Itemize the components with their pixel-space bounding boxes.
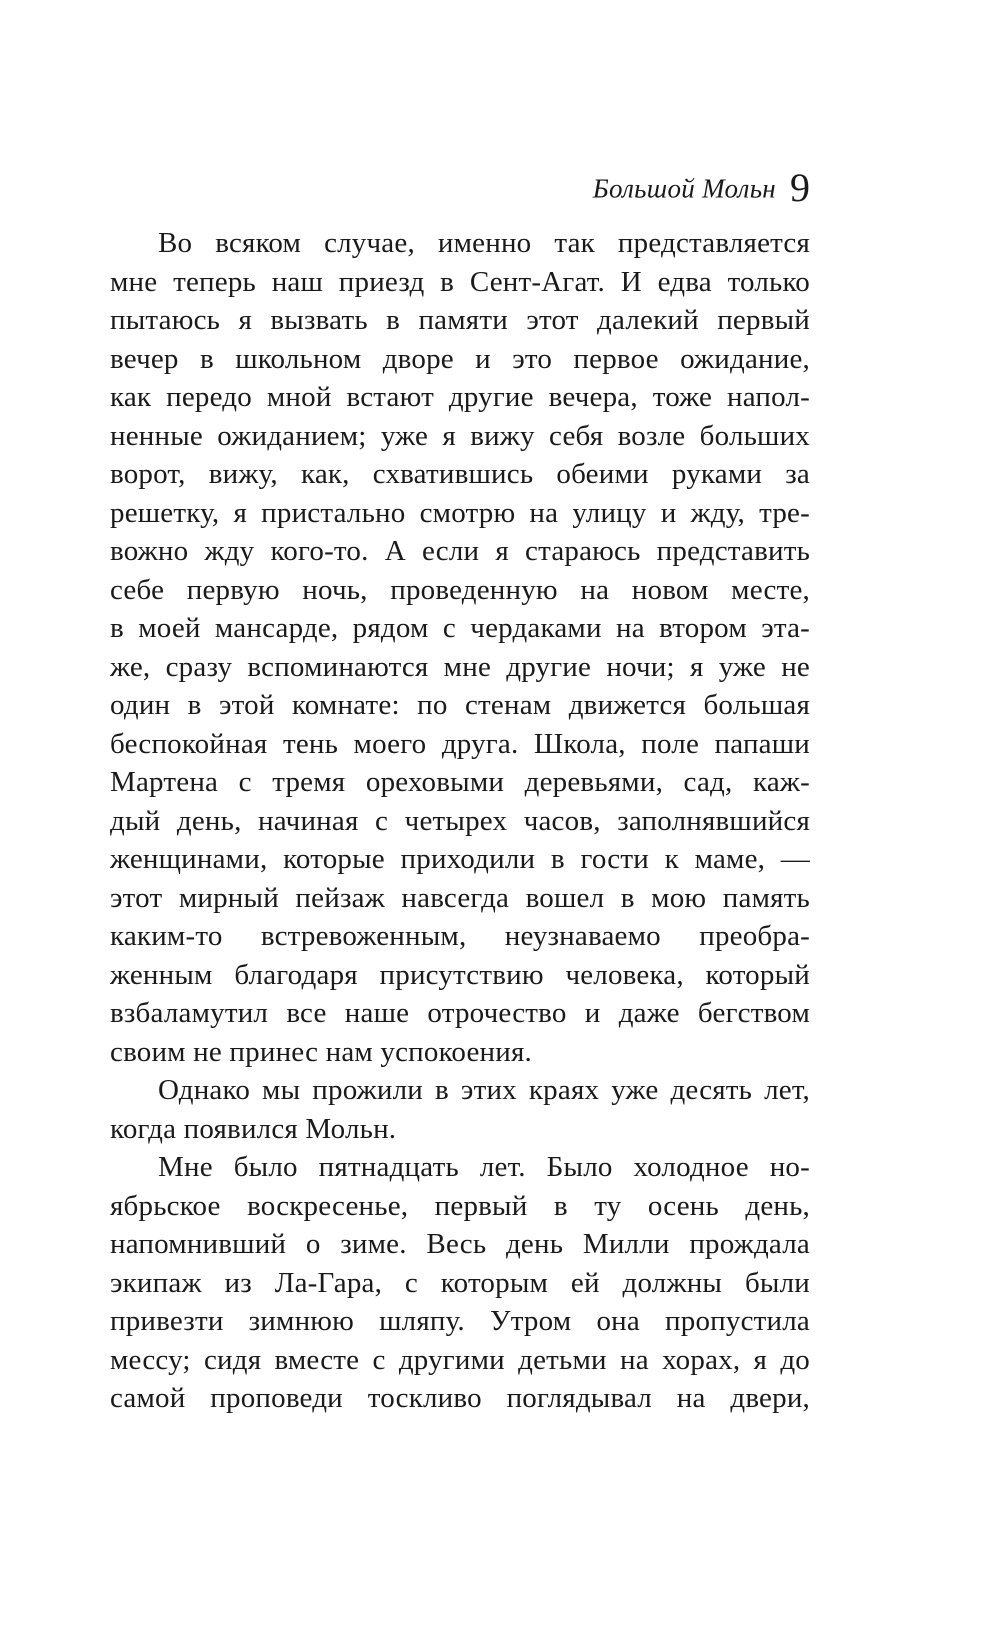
text-line: женным благодаря присутствию человека, который xyxy=(110,958,810,991)
text-line: один в этой комнате: по стенам движется большая xyxy=(110,689,810,721)
text-line: самой проповеди тоскливо поглядывал на двери, xyxy=(110,1382,810,1414)
text-line: Однако мы прожили в этих краях уже десять лет, xyxy=(158,1074,810,1106)
text-line: напомнивший о зиме. Весь день Милли прождала xyxy=(110,1228,810,1260)
text-line: когда появился Мольн. xyxy=(110,1112,397,1145)
text-line: в моей мансарде, рядом с чердаками на втором эта- xyxy=(110,612,810,644)
text-line: решетку, я пристально смотрю на улицу и жду, тре- xyxy=(110,496,810,529)
text-line: экипаж из Ла-Гара, с которым ей должны были xyxy=(110,1266,810,1299)
text-line: ненные ожиданием; уже я вижу себя возле больших xyxy=(110,419,810,452)
text-line: этот мирный пейзаж навсегда вошел в мою память xyxy=(110,881,810,914)
text-line: вожно жду кого-то. А если я стараюсь представить xyxy=(110,535,810,567)
text-line: Мне было пятнадцать лет. Было холодное но- xyxy=(158,1151,810,1183)
text-line: пытаюсь я вызвать в памяти этот далекий первый xyxy=(110,304,810,336)
text-line: ябрьское воскресенье, первый в ту осень день, xyxy=(110,1189,810,1222)
text-line: Мартена с тремя ореховыми деревьями, сад, каж- xyxy=(110,766,810,798)
text-line: себе первую ночь, проведенную на новом месте, xyxy=(110,573,810,606)
text-line: вечер в школьном дворе и это первое ожидание, xyxy=(110,342,810,375)
text-line: своим не принес нам успокоения. xyxy=(110,1035,532,1068)
text-line: ворот, вижу, как, схватившись обеими руками за xyxy=(110,458,810,490)
page-number: 9 xyxy=(790,165,810,211)
text-line: привезти зимнюю шляпу. Утром она пропустила xyxy=(110,1305,810,1337)
text-line: беспокойная тень моего друга. Школа, поле папаши xyxy=(110,727,810,760)
text-line: мне теперь наш приезд в Сент-Агат. И едва только xyxy=(110,265,810,298)
text-line: как передо мной встают другие вечера, тоже напол- xyxy=(110,381,810,413)
running-head xyxy=(110,160,810,216)
running-title: Большой Мольн xyxy=(592,173,776,204)
body-text xyxy=(110,224,810,1418)
text-line: дый день, начиная с четырех часов, заполнявшийся xyxy=(110,804,810,837)
text-line: каким-то встревоженным, неузнаваемо преобра- xyxy=(110,920,810,952)
text-line: мессу; сидя вместе с другими детьми на хорах, я до xyxy=(110,1343,810,1376)
text-line: Во всяком случае, именно так представляется xyxy=(158,227,810,259)
text-line: взбаламутил все наше отрочество и даже бегством xyxy=(110,997,810,1029)
text-line: женщинами, которые приходили в гости к маме, — xyxy=(110,843,810,875)
text-line: же, сразу вспоминаются мне другие ночи; я уже не xyxy=(110,650,810,683)
